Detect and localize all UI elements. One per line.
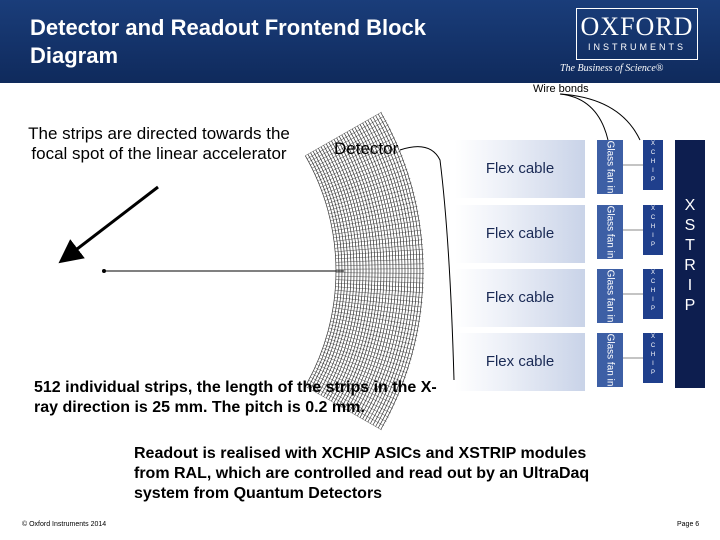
tagline: The Business of Science® xyxy=(560,63,664,74)
copyright-text: © Oxford Instruments 2014 xyxy=(22,521,107,528)
flex-cable: Flex cable xyxy=(455,140,585,198)
detector-strip-hatch xyxy=(335,245,423,252)
focal-spot xyxy=(102,269,106,273)
detector-strip xyxy=(350,130,387,411)
glass-fan-label: Glass fan in xyxy=(604,140,616,194)
logo-subtitle: INSTRUMENTS xyxy=(588,42,686,52)
strips-direction-text: The strips are directed towards the focal spot of the linear accelerator xyxy=(28,124,290,163)
glass-fan-in xyxy=(597,140,623,194)
wire-bond-curve xyxy=(560,94,608,140)
detector-strip xyxy=(347,132,384,410)
flex-cable: Flex cable xyxy=(455,333,585,391)
logo-wordmark: OXFORD xyxy=(580,12,694,41)
flex-cable: Flex cable xyxy=(455,269,585,327)
glass-fan-label: Glass fan in xyxy=(604,205,616,259)
xchip: X C H I P xyxy=(643,140,663,190)
readout-description-text: Readout is realised with XCHIP ASICs and XSTRIP modules from RAL, which are controlled and read out by an UltraDaq system from Quantum Detectors xyxy=(134,445,590,502)
direction-arrow xyxy=(68,187,158,256)
detector-label: Detector xyxy=(334,139,399,158)
glass-fan-in xyxy=(597,333,623,387)
detector-strip-hatch xyxy=(335,294,423,303)
glass-fan-in xyxy=(597,269,623,323)
xchip: X C H I P xyxy=(643,205,663,255)
page-number: Page 6 xyxy=(677,521,700,528)
strip-description-text: 512 individual strips, the length of the strips in the X-ray direction is 25 mm. The pitch is 0.2 mm. xyxy=(34,379,437,416)
xstrip-module: X S T R I P xyxy=(675,140,705,388)
detector-strip-hatch xyxy=(335,240,423,249)
xchip: X C H I P xyxy=(643,333,663,383)
wire-bonds-label: Wire bonds xyxy=(533,83,589,95)
glass-fan-in xyxy=(597,205,623,259)
glass-fan-label: Glass fan in xyxy=(604,333,616,387)
slide-title: Detector and Readout Frontend Block Diagram xyxy=(30,15,427,68)
fan-chip-connectors xyxy=(623,165,643,358)
xchip: X C H I P xyxy=(643,269,663,319)
detector-strip-hatch xyxy=(335,290,423,297)
flex-cable: Flex cable xyxy=(455,205,585,263)
wire-bond-curve xyxy=(560,94,640,140)
glass-fan-label: Glass fan in xyxy=(604,269,616,323)
